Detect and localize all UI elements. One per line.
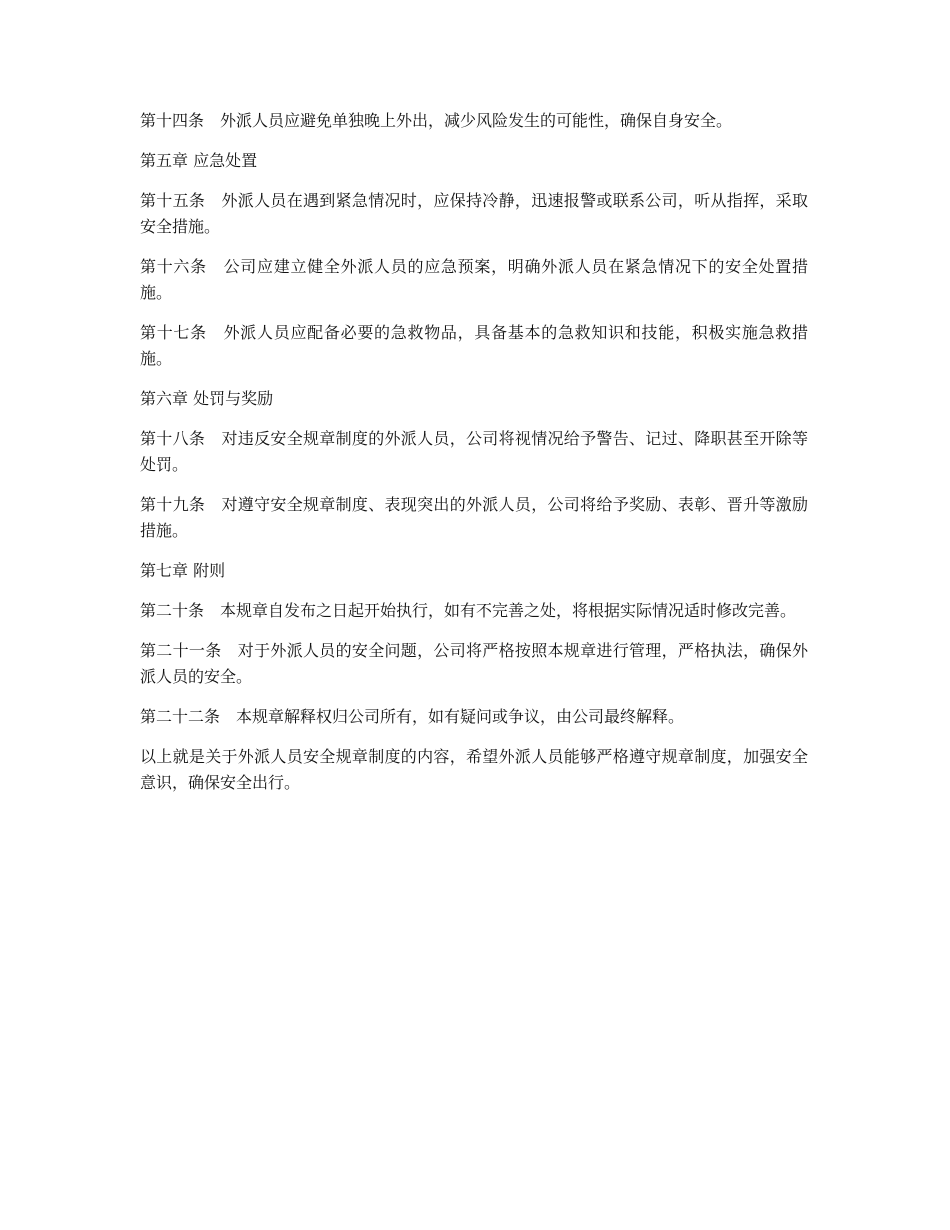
- closing-paragraph: 以上就是关于外派人员安全规章制度的内容，希望外派人员能够严格遵守规章制度，加强安全意识，确保安全出行。: [140, 747, 808, 792]
- article-18: 第十八条 对违反安全规章制度的外派人员，公司将视情况给予警告、记过、降职甚至开除等处罚。: [140, 429, 808, 474]
- chapter-5-heading: 第五章 应急处置: [140, 151, 258, 170]
- chapter-6-heading: 第六章 处罚与奖励: [140, 389, 274, 408]
- article-20: 第二十条 本规章自发布之日起开始执行，如有不完善之处，将根据实际情况适时修改完善。: [140, 601, 797, 620]
- article-14: 第十四条 外派人员应避免单独晚上外出，减少风险发生的可能性，确保自身安全。: [140, 111, 733, 130]
- chapter-7-heading: 第七章 附则: [140, 561, 226, 580]
- article-21: 第二十一条 对于外派人员的安全问题，公司将严格按照本规章进行管理，严格执法，确保外派人员的安全。: [140, 641, 808, 686]
- document-page: [140, 108, 808, 810]
- article-15: 第十五条 外派人员在遇到紧急情况时，应保持冷静，迅速报警或联系公司，听从指挥，采取安全措施。: [140, 191, 808, 236]
- article-17: 第十七条 外派人员应配备必要的急救物品，具备基本的急救知识和技能，积极实施急救措施。: [140, 323, 808, 368]
- article-19: 第十九条 对遵守安全规章制度、表现突出的外派人员，公司将给予奖励、表彰、晋升等激励措施。: [140, 495, 808, 540]
- article-22: 第二十二条 本规章解释权归公司所有，如有疑问或争议，由公司最终解释。: [140, 707, 685, 726]
- article-16: 第十六条 公司应建立健全外派人员的应急预案，明确外派人员在紧急情况下的安全处置措施。: [140, 257, 808, 302]
